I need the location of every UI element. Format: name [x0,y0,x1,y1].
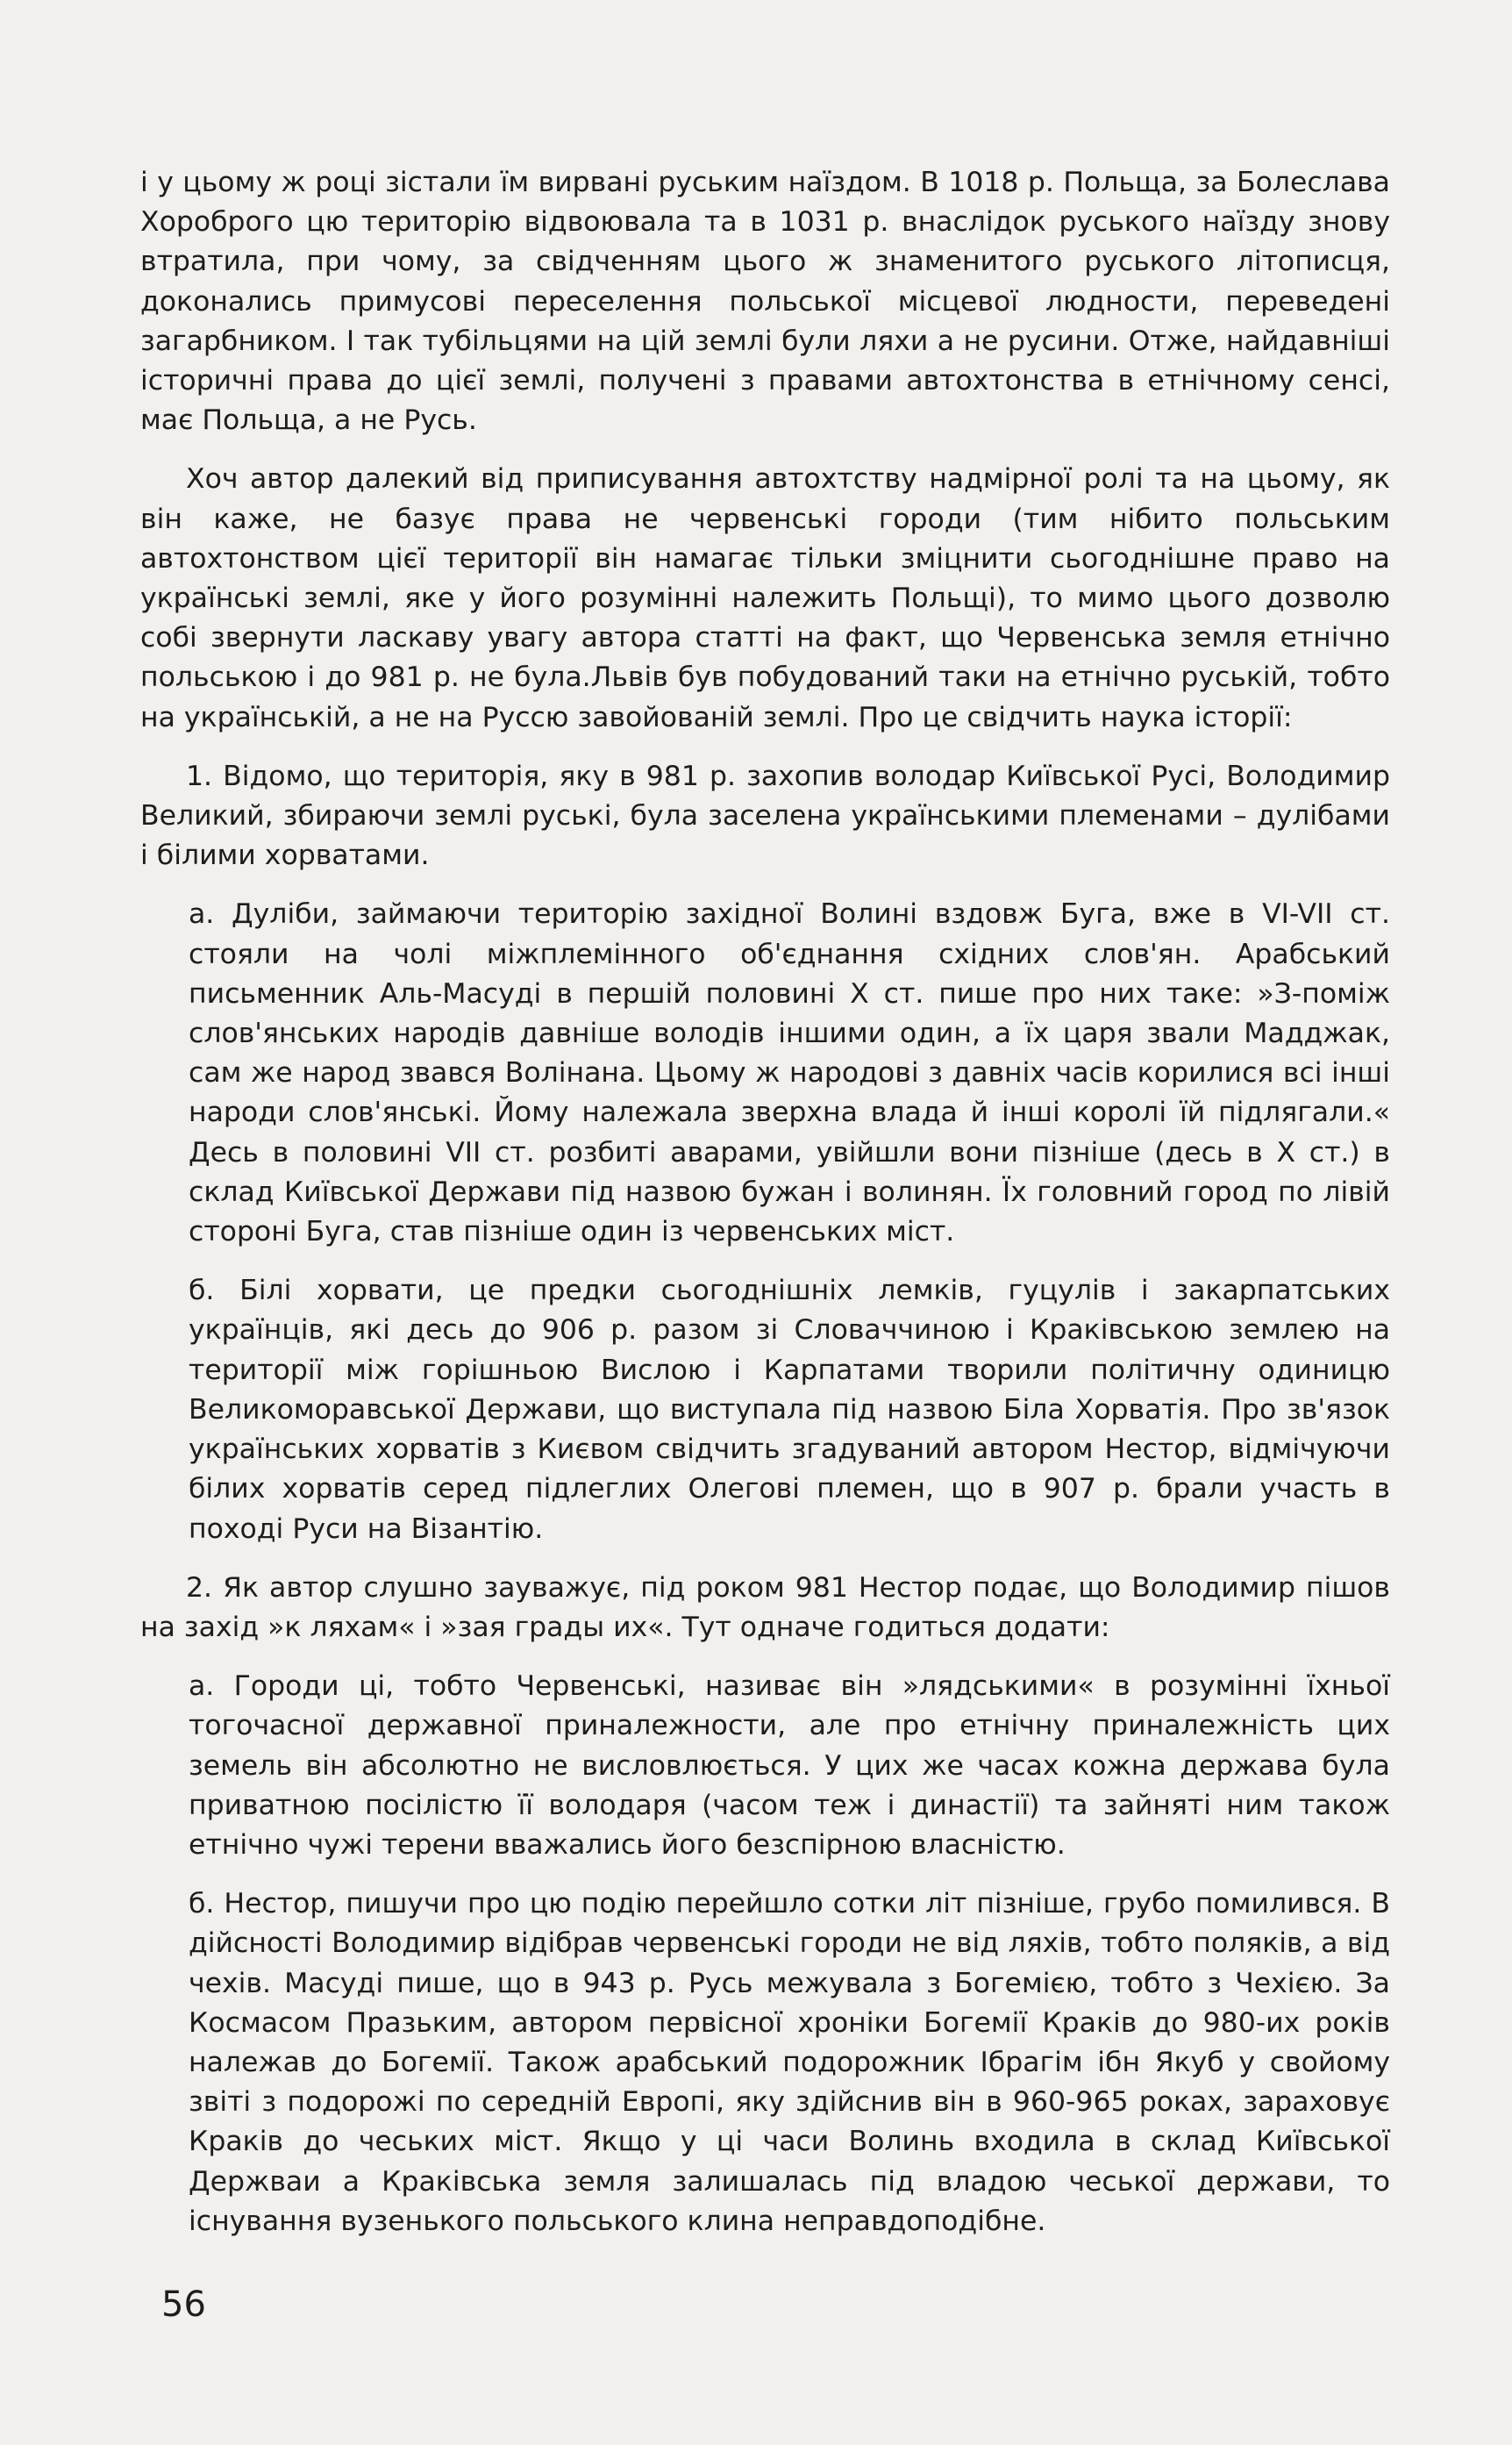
paragraph-author-argument: Хоч автор далекий від приписування автохтству надмірної ролі та на цьому, як він каже, не базує права не червенські городи (тим нібито польським автохтонством цієї території він намагає тільки зміцнити сьогоднішне право на українські землі, яке у його розумінні належить Польщі), то мимо цього дозволю собі звернути ласкаву увагу автора статті на факт, що Червенська земля етнічно польською і до 981 р. не була.Львів був побудований таки на етнічно руській, тобто на українській, а не на Руссю завойованій землі. Про це свідчить наука історії: [140,463,1390,733]
paragraph-point-1a: а. Дуліби, займаючи територію західної Волині вздовж Буга, вже в VI-VII ст. стояли на чолі міжплемінного об'єднання східних слов'ян. Арабський письменник Аль-Масуді в першій половині X ст. пише про них таке: »З-поміж слов'янських народів давніше володів іншими один, а їх царя звали Мадджак, сам же народ звався Волінана. Цьому ж народові з давніх часів корилися всі інші народи слов'янські. Йому належала зверхна влада й інші королі їй підлягали.« Десь в половині VII ст. розбиті аварами, увійшли вони пізніше (десь в X ст.) в склад Київської Держави під назвою бужан і волинян. Їх головний город по лівій стороні Буга, став пізніше один із червенських міст. [189,898,1390,1248]
page-number: 56 [161,2284,206,2325]
paragraph-continuation: і у цьому ж році зістали їм вирвані руським наїздом. В 1018 р. Польща, за Болеслава Хороброго цю територію відвоювала та в 1031 р. внаслідок руського наїзду знову втратила, при чому, за свідченням цього ж знаменитого руського літописця, доконались примусові переселення польської місцевої людности, переведені загарбником. І так тубільцями на цій землі були ляхи а не русини. Отже, найдавніші історичні права до цієї землі, получені з правами автохтонства в етнічному сенсі, має Польща, а не Русь. [140,167,1390,437]
paragraph-point-2a: а. Городи ці, тобто Червенські, називає він »лядськими« в розумінні їхньої тогочасної державної приналежности, але про етнічну приналежність цих земель він абсолютно не висловлюється. У цих же часах кожна держава була приватною посілістю її володаря (часом теж і династії) та зайняті ним також етнічно чужі терени вважались його безспірною власністю. [189,1670,1390,1861]
paragraph-point-1b: б. Білі хорвати, це предки сьогоднішніх лемків, гуцулів і закарпатських українців, які десь до 906 р. разом зі Словаччиною і Краківською землею на території між горішньою Вислою і Карпатами творили політичну одиницю Великоморавської Держави, що виступала під назвою Біла Хорватія. Про зв'язок українських хорватів з Києвом свідчить згадуваний автором Нестор, відмічуючи білих хорватів серед підлеглих Олегові племен, що в 907 р. брали участь в поході Руси на Візантію. [189,1275,1390,1545]
paragraph-point-2b: б. Нестор, пишучи про цю подію перейшло сотки літ пізніше, грубо помилився. В дійсності Володимир відібрав червенські городи не від ляхів, тобто поляків, а від чехів. Масуді пише, що в 943 р. Русь межувала з Богемією, тобто з Чехією. За Космасом Празьким, автором первісної хроніки Богемії Краків до 980-их років належав до Богемії. Також арабський подорожник Ібрагім ібн Якуб у свойому звіті з подорожі по середній Европі, яку здійснив він в 960-965 роках, зараховує Краків до чеських міст. Якщо у ці часи Волинь входила в склад Київської Держваи а Краківська земля залишалась під владою чеської держави, то існування вузенького польського клина неправдоподібне. [189,1888,1390,2237]
body-text [140,163,1390,2241]
paragraph-point-2: 2. Як автор слушно зауважує, під роком 981 Нестор подає, що Володимир пішов на захід »к ляхам« і »зая грады их«. Тут одначе годиться додати: [140,1571,1390,1643]
paragraph-point-1: 1. Відомо, що територія, яку в 981 р. захопив володар Київської Русі, Володимир Великий, збираючи землі руські, була заселена українськими племенами – дулібами і білими хорватами. [140,760,1390,872]
